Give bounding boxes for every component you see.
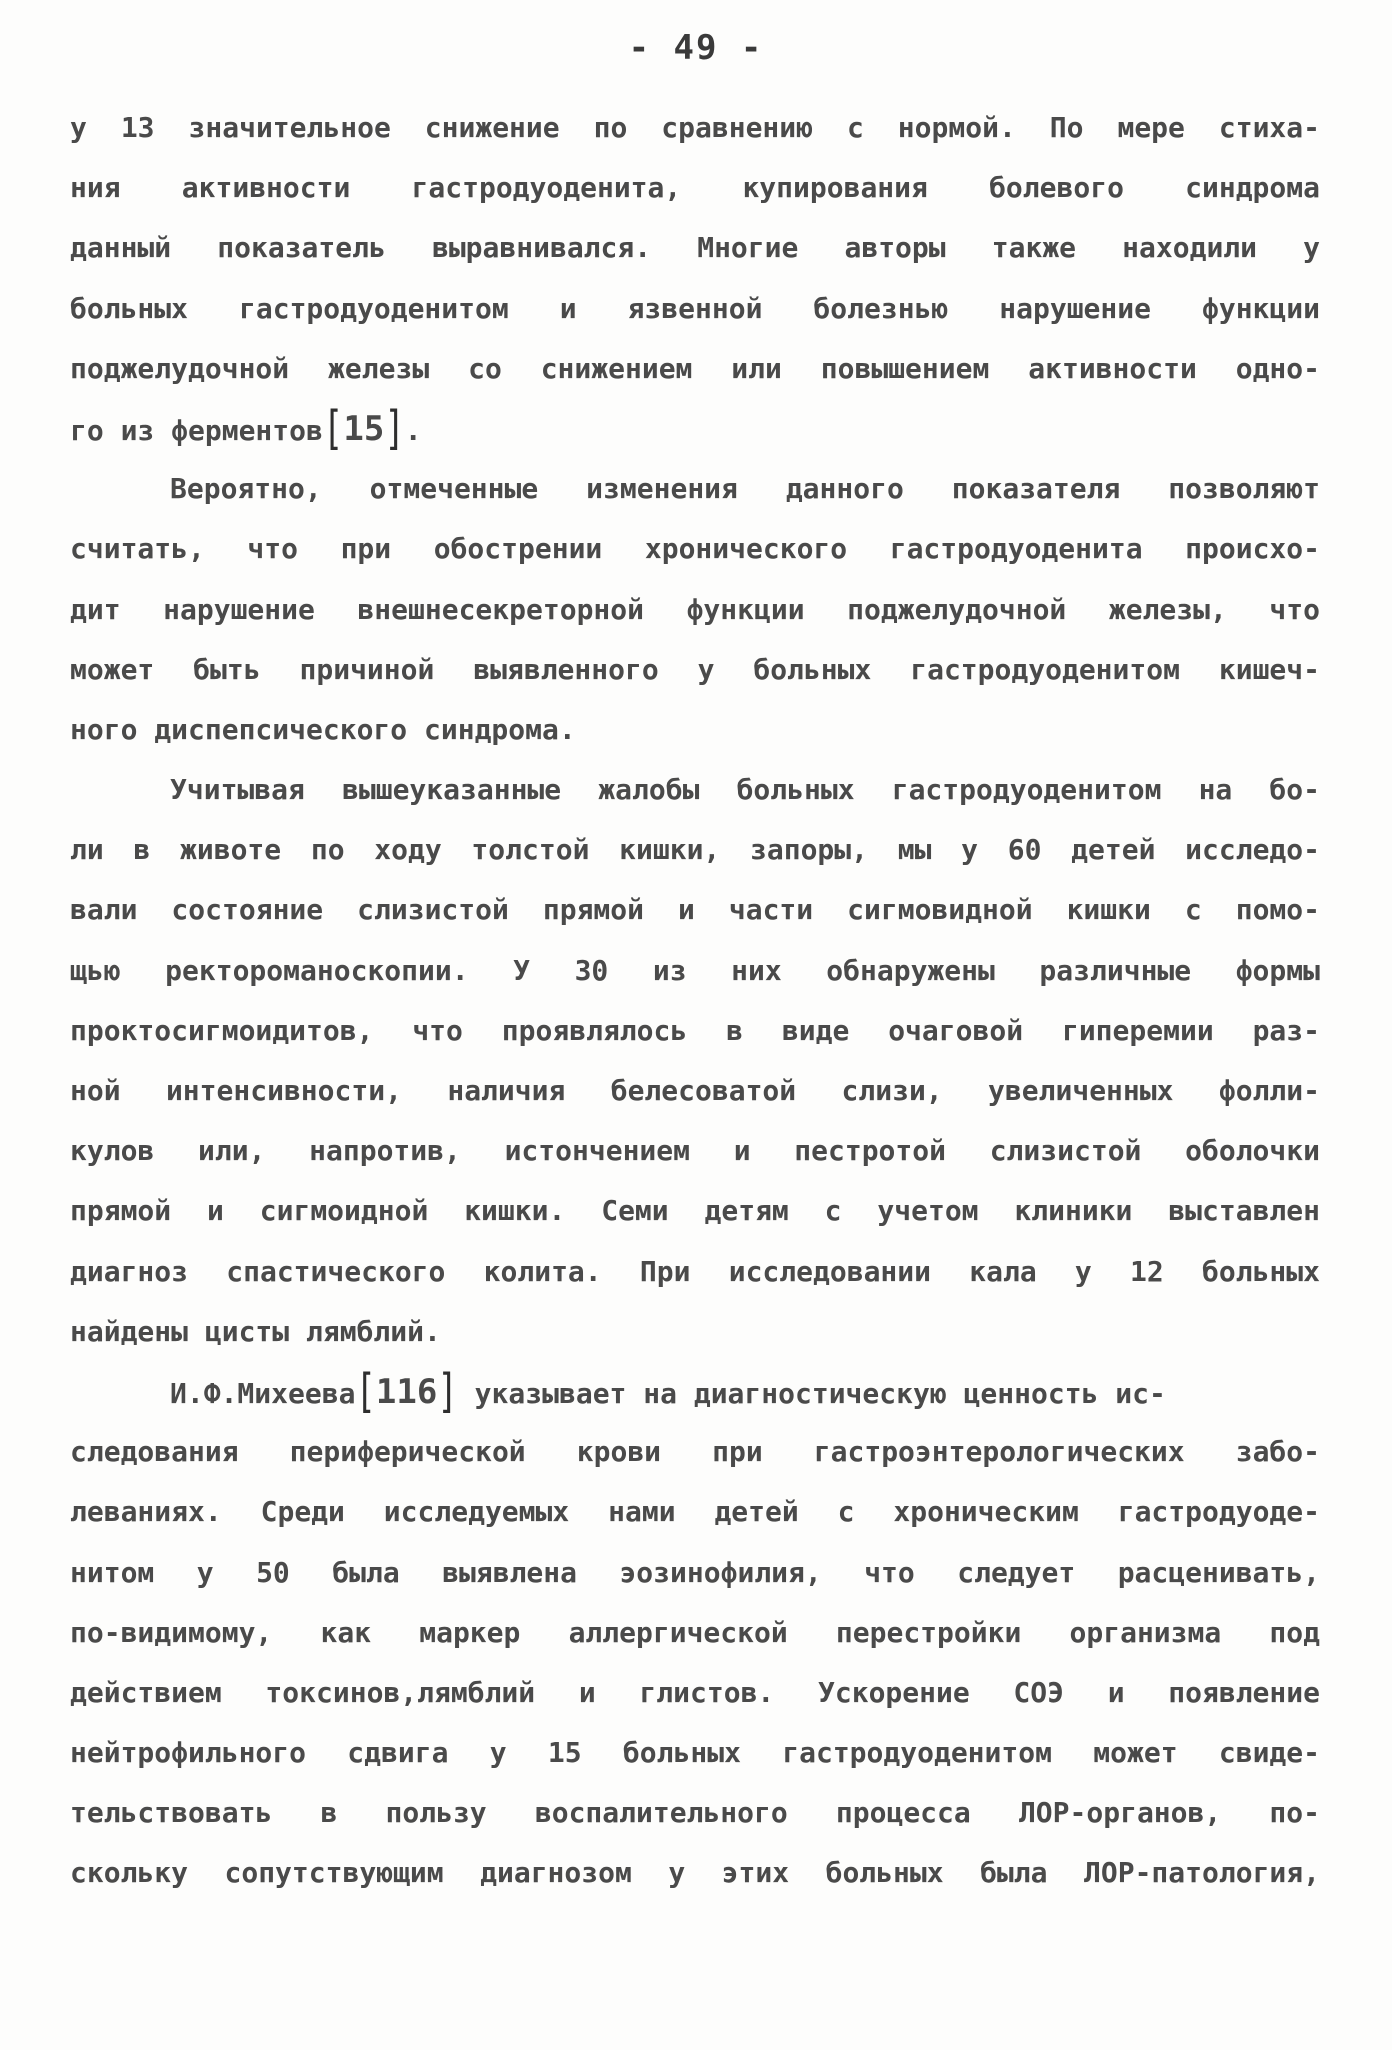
page-number: - 49 - xyxy=(628,28,764,68)
line-text: может быть причиной выявленного у больных гастродуоденитом кишеч- xyxy=(70,652,1320,686)
text-line xyxy=(70,519,1320,579)
text-line xyxy=(70,760,1320,820)
line-text: ния активности гастродуоденита, купирования болевого синдрома xyxy=(70,171,1320,205)
line-text: действием токсинов,лямблий и глистов. Ускорение СОЭ и появление xyxy=(70,1675,1320,1709)
text-line xyxy=(70,1543,1320,1603)
text-line xyxy=(70,279,1320,339)
line-text: считать, что при обострении хронического гастродуоденита происхо- xyxy=(70,532,1320,566)
text-line xyxy=(70,1181,1320,1241)
line-text: щью ректороманоскопии. У 30 из них обнаружены различные формы xyxy=(70,953,1320,987)
line-text: дит нарушение внешнесекреторной функции поджелудочной железы, что xyxy=(70,592,1320,626)
text-line xyxy=(70,1482,1320,1542)
text-line xyxy=(70,1422,1320,1482)
line-text: поджелудочной железы со снижением или повышением активности одно- xyxy=(70,351,1320,385)
text-line xyxy=(70,580,1320,640)
line-text: Вероятно, отмеченные изменения данного показателя позволяют xyxy=(170,472,1320,506)
line-text: вали состояние слизистой прямой и части сигмовидной кишки с помо- xyxy=(70,893,1320,927)
citation-number: 15 xyxy=(343,408,385,449)
line-text: тельствовать в пользу воспалительного процесса ЛОР-органов, по- xyxy=(70,1796,1320,1830)
line-text: нейтрофильного сдвига у 15 больных гастродуоденитом может свиде- xyxy=(70,1736,1320,1770)
line-text: кулов или, напротив, истончением и пестротой слизистой оболочки xyxy=(70,1134,1320,1168)
citation-number: 116 xyxy=(375,1371,438,1412)
line-text: ной интенсивности, наличия белесоватой слизи, увеличенных фолли- xyxy=(70,1074,1320,1107)
line-text-after-citation: . xyxy=(404,413,422,447)
text-line xyxy=(70,158,1320,218)
line-text: данный показатель выравнивался. Многие авторы также находили у xyxy=(70,231,1320,265)
text-line xyxy=(70,339,1320,399)
text-line xyxy=(70,399,1320,459)
text-line xyxy=(70,1783,1320,1843)
line-text: у 13 значительное снижение по сравнению с нормой. По мере стиха- xyxy=(70,111,1320,144)
text-line xyxy=(70,1843,1320,1903)
citation-reference: [15] xyxy=(322,401,405,456)
line-text: ли в животе по ходу толстой кишки, запоры, мы у 60 детей исследо- xyxy=(70,833,1320,867)
line-text: нитом у 50 была выявлена эозинофилия, что следует расценивать, xyxy=(70,1555,1320,1589)
line-text: го из ферментов xyxy=(70,413,323,447)
line-text-after-citation: указывает на диагностическую ценность ис- xyxy=(457,1376,1166,1410)
text-line xyxy=(70,1242,1320,1302)
text-line xyxy=(70,880,1320,940)
text-line xyxy=(70,1302,1320,1362)
text-line xyxy=(70,700,1320,760)
text-line xyxy=(70,1061,1320,1121)
line-text: по-видимому, как маркер аллергической перестройки организма под xyxy=(70,1615,1320,1649)
line-text: диагноз спастического колита. При исследовании кала у 12 больных xyxy=(70,1254,1320,1288)
text-line xyxy=(70,1121,1320,1181)
text-line xyxy=(70,1723,1320,1783)
line-text: леваниях. Среди исследуемых нами детей с хроническим гастродуоде- xyxy=(70,1495,1320,1529)
text-line xyxy=(70,941,1320,1001)
text-line xyxy=(70,640,1320,700)
text-line xyxy=(70,1663,1320,1723)
line-text: И.Ф.Михеева xyxy=(170,1376,356,1410)
text-line xyxy=(70,1603,1320,1663)
line-text: проктосигмоидитов, что проявлялось в виде очаговой гиперемии раз- xyxy=(70,1013,1320,1047)
text-line xyxy=(70,1362,1320,1422)
line-text: ного диспепсического синдрома. xyxy=(70,712,576,746)
line-text: скольку сопутствующим диагнозом у этих больных была ЛОР-патология, xyxy=(70,1856,1320,1890)
text-line xyxy=(70,98,1320,158)
body-text xyxy=(70,98,1320,1904)
line-text: больных гастродуоденитом и язвенной болезнью нарушение функции xyxy=(70,291,1320,325)
citation-reference: [116] xyxy=(355,1364,458,1419)
text-line xyxy=(70,459,1320,519)
text-line xyxy=(70,218,1320,278)
line-text: прямой и сигмоидной кишки. Семи детям с учетом клиники выставлен xyxy=(70,1194,1320,1228)
line-text: найдены цисты лямблий. xyxy=(70,1314,441,1348)
line-text: следования периферической крови при гастроэнтерологических забо- xyxy=(70,1435,1320,1469)
line-text: Учитывая вышеуказанные жалобы больных гастродуоденитом на бо- xyxy=(170,773,1320,807)
text-line xyxy=(70,820,1320,880)
text-line xyxy=(70,1001,1320,1061)
